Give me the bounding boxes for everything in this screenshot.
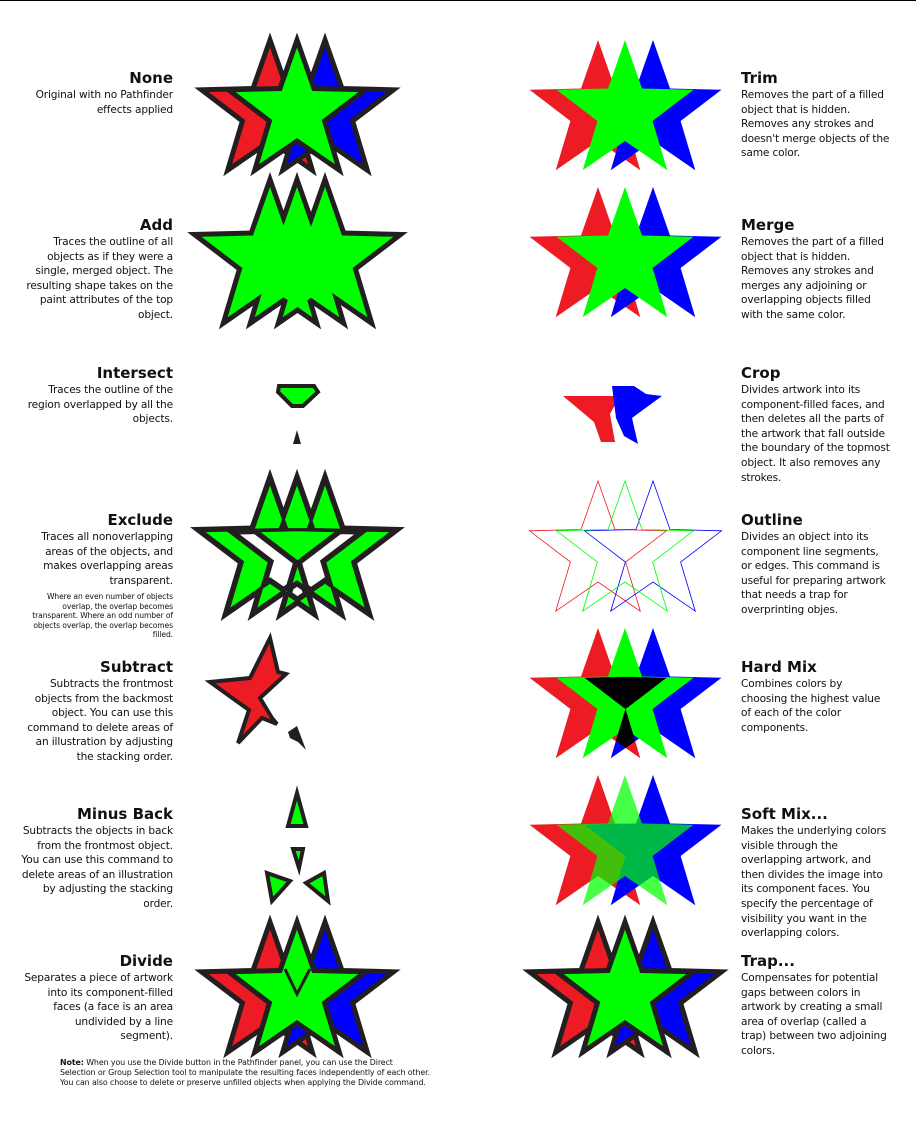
title-trim: Trim — [741, 69, 778, 87]
desc-subtract: Subtracts the frontmost objects from the backmost object. You can use this command to delete areas of an illustration by adjusting the stacking order. — [27, 678, 173, 763]
divide-note — [60, 1058, 430, 1088]
section-none — [20, 69, 173, 117]
minusback-mid-piece — [293, 849, 303, 868]
desc-minus-back: Subtracts the objects in back from the frontmost object. You can use this command to delete areas of an illustration by adjusting the stacking order. — [21, 825, 173, 910]
section-soft-mix — [741, 805, 891, 941]
note-label: Note: — [60, 1058, 84, 1067]
title-soft-mix: Soft Mix... — [741, 805, 828, 823]
crop-red-piece — [563, 396, 620, 442]
section-outline — [741, 511, 891, 618]
merge-illustration — [528, 187, 728, 327]
none-illustration — [200, 40, 400, 180]
desc-outline: Divides an object into its component line segments, or edges. This command is useful for preparing artwork that needs a trap for overprinting objes. — [741, 531, 886, 616]
minusback-left-piece — [267, 873, 290, 901]
desc-trap: Compensates for potential gaps between colors in artwork by creating a small area of overlap (called a trap) between two adjoining colors. — [741, 972, 887, 1057]
subtract-small-piece — [288, 726, 306, 750]
section-exclude — [20, 511, 173, 639]
desc-crop: Divides artwork into its component-filled faces, and then deletes all the parts of the artwork that fall outside the boundary of the topmost object. It also removes any strokes. — [741, 384, 890, 484]
desc-add: Traces the outline of all objects as if they were a single, merged object. The resulting shape takes on the paint attributes of the top object. — [26, 236, 173, 321]
crop-blue-piece — [612, 386, 662, 444]
divide-illustration — [200, 922, 400, 1062]
subtract-red-piece — [210, 638, 286, 743]
soft-mix-illustration — [528, 775, 728, 915]
minus-back-illustration — [200, 775, 400, 915]
outline-illustration — [528, 481, 728, 621]
title-none: None — [129, 69, 173, 87]
section-minus-back — [20, 805, 173, 912]
title-crop: Crop — [741, 364, 781, 382]
intersect-center-piece — [278, 386, 318, 406]
title-subtract: Subtract — [100, 658, 173, 676]
title-exclude: Exclude — [107, 511, 173, 529]
section-divide — [20, 952, 173, 1044]
title-intersect: Intersect — [96, 364, 173, 382]
title-hard-mix: Hard Mix — [741, 658, 817, 676]
crop-illustration — [528, 334, 728, 474]
desc-divide: Separates a piece of artwork into its component-filled faces (a face is an area undivided by a line segment). — [24, 972, 173, 1043]
desc-soft-mix: Makes the underlying colors visible through the overlapping artwork, and then divides the image into its component faces. You specify the percentage of visibility you want in the overlapping colors. — [741, 825, 887, 940]
exclude-illustration — [200, 481, 400, 621]
section-merge — [741, 216, 891, 323]
note-text: When you use the Divide button in the Pathfinder panel, you can use the Direct Selection or Group Selection tool to manipulate the resulting faces independently of each other. You can also choose to delete or preserve unfilled objects when applying the Divide command. — [60, 1058, 430, 1087]
section-subtract — [20, 658, 173, 765]
section-trim — [741, 69, 891, 161]
intersect-illustration — [200, 334, 400, 474]
title-outline: Outline — [741, 511, 803, 529]
top-rule — [0, 0, 916, 1]
outline-green-star — [557, 481, 694, 611]
intersect-bottom-piece — [293, 430, 301, 444]
trap-illustration — [528, 922, 728, 1062]
title-add: Add — [139, 216, 173, 234]
title-minus-back: Minus Back — [77, 805, 173, 823]
minusback-top-piece — [288, 793, 306, 826]
add-illustration — [200, 187, 400, 327]
desc-none: Original with no Pathfinder effects applied — [35, 89, 173, 116]
section-intersect — [20, 364, 173, 427]
section-add — [20, 216, 173, 323]
section-trap — [741, 952, 891, 1059]
desc-trim: Removes the part of a filled object that is hidden. Removes any strokes and doesn't merge objects of the same color. — [741, 89, 890, 160]
trim-illustration — [528, 40, 728, 180]
desc-exclude: Traces all nonoverlapping areas of the objects, and makes overlapping areas transparent. — [41, 531, 173, 587]
title-trap: Trap... — [741, 952, 795, 970]
section-hard-mix — [741, 658, 891, 735]
minusback-right-piece — [306, 873, 328, 901]
title-divide: Divide — [119, 952, 173, 970]
note-exclude: Where an even number of objects overlap, the overlap becomes transparent. Where an odd number of objects overlap, the overlap becomes filled. — [32, 592, 173, 639]
hard-mix-illustration — [528, 628, 728, 768]
subtract-illustration — [200, 628, 400, 768]
desc-hard-mix: Combines colors by choosing the highest value of each of the color components. — [741, 678, 881, 734]
desc-merge: Removes the part of a filled object that is hidden. Removes any strokes and merges any adjoining or overlapping objects filled with the same color. — [741, 236, 884, 321]
desc-intersect: Traces the outline of the region overlapped by all the objects. — [27, 384, 173, 426]
title-merge: Merge — [741, 216, 795, 234]
section-crop — [741, 364, 891, 485]
